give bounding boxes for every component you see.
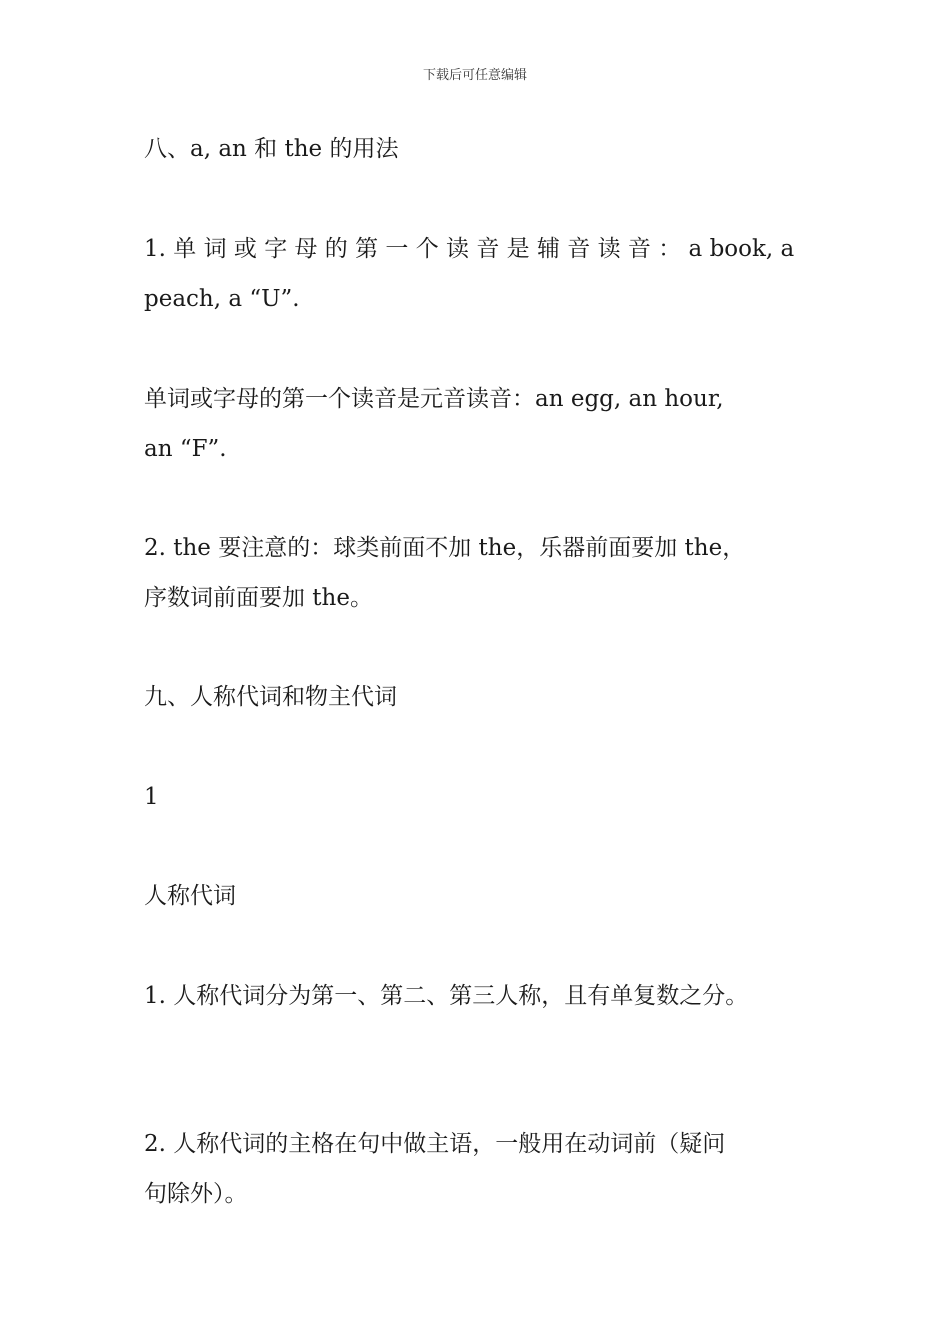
page-header: 下载后可任意编辑	[422, 68, 527, 83]
paragraph-vowel-line1: 单词或字母的第一个读音是元音读音：an egg, an hour,	[144, 386, 724, 412]
paragraph-the-usage-line2: 序数词前面要加 the。	[144, 585, 373, 611]
paragraph-pronoun-classes: 1. 人称代词分为第一、第二、第三人称，且有单复数之分。	[144, 983, 749, 1009]
paragraph-nominative-line1: 2. 人称代词的主格在句中做主语，一般用在动词前（疑问	[144, 1131, 726, 1157]
paragraph-consonant-line2: peach, a “U”.	[144, 286, 300, 312]
list-number: 1	[144, 784, 159, 810]
paragraph-the-usage-line1: 2. the 要注意的：球类前面不加 the，乐器前面要加 the，	[144, 535, 746, 561]
paragraph-nominative-line2: 句除外）。	[144, 1181, 248, 1207]
paragraph-vowel-line2: an “F”.	[144, 436, 227, 462]
subheading-personal-pronouns: 人称代词	[144, 883, 236, 909]
section-heading-pronouns: 九、人称代词和物主代词	[144, 684, 397, 710]
section-heading-articles: 八、a, an 和 the 的用法	[144, 136, 399, 162]
paragraph-consonant-line1: 1. 单 词 或 字 母 的 第 一 个 读 音 是 辅 音 读 音 ： a book, a	[144, 236, 795, 262]
